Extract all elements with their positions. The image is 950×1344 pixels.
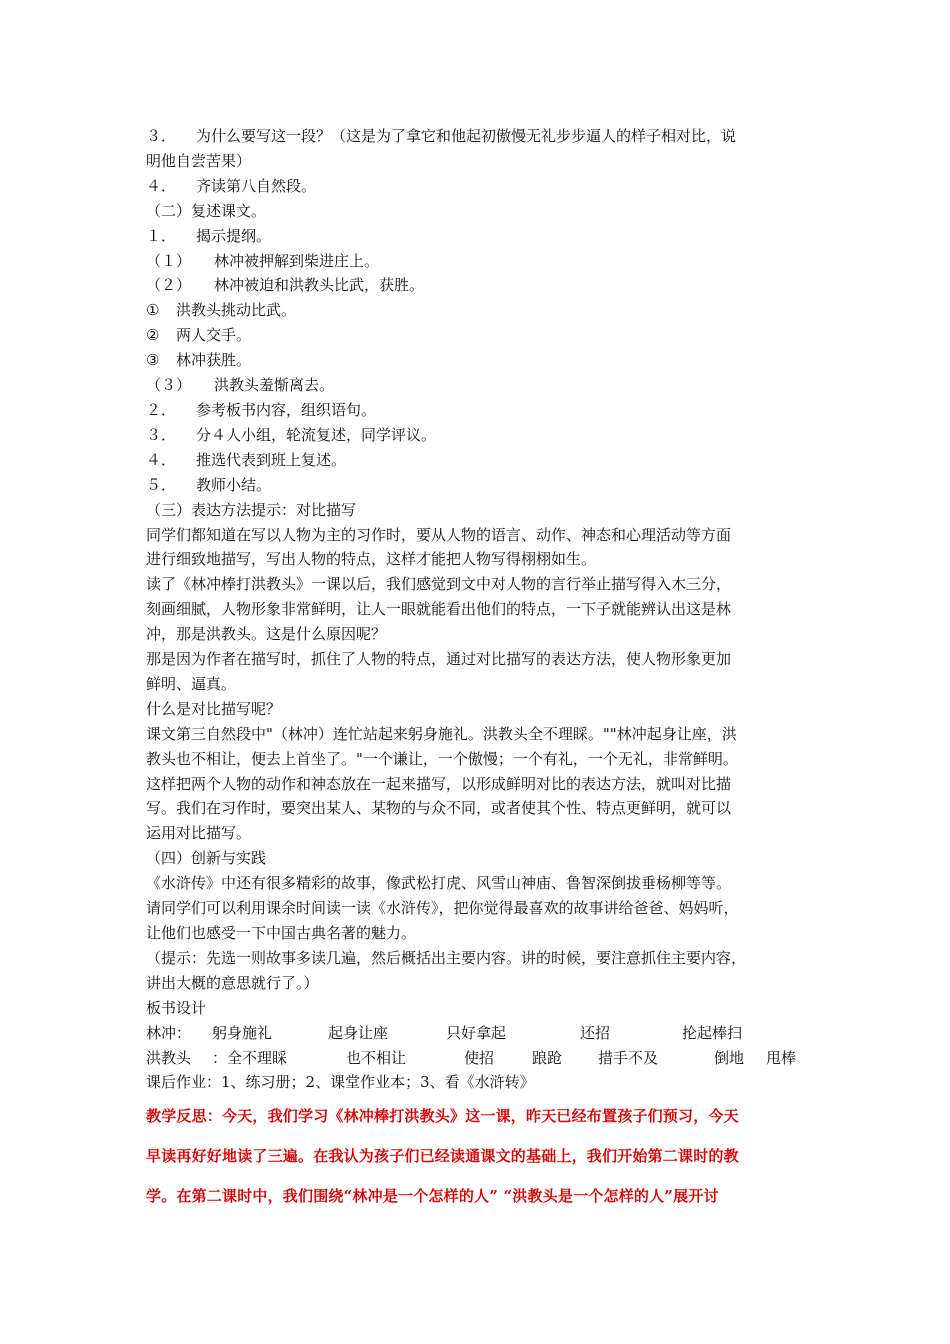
board-cell: 抡起棒扫	[682, 1023, 743, 1042]
paragraph-line: 这样把两个人物的动作和神态放在一起来描写，以形成鲜明对比的表达方法，就叫对比描	[146, 774, 732, 793]
step-1: １． 揭示提纲。	[146, 226, 272, 245]
section-heading-2: （二）复述课文。	[146, 201, 267, 220]
reflection-line: 早读再好好地读了三遍。在我认为孩子们已经读通课文的基础上，我们开始第二课时的教	[146, 1147, 739, 1166]
paragraph-line: 《水浒传》中还有很多精彩的故事，像武松打虎、风雪山神庙、鲁智深倒拔垂杨柳等等。	[146, 874, 732, 893]
board-cell: 使招	[464, 1048, 495, 1067]
document-page	[146, 124, 826, 1216]
paragraph-line: 读了《林冲棒打洪教头》一课以后，我们感觉到文中对人物的言行举止描写得入木三分，	[146, 575, 732, 594]
question-3-cont: 明他自尝苦果）	[146, 151, 252, 170]
section-heading-3: （三）表达方法提示：对比描写	[146, 500, 357, 519]
board-cell: 甩棒	[766, 1048, 797, 1067]
paragraph-line: 课文第三自然段中"（林冲）连忙站起来躬身施礼。洪教头全不理睬。""林冲起身让座，洪	[146, 724, 737, 743]
sub-point-1: ① 洪教头挑动比武。	[146, 301, 297, 320]
paragraph-line: 教头也不相让，便去上首坐了。"一个谦让，一个傲慢；一个有礼，一个无礼，非常鲜明。	[146, 749, 738, 768]
paragraph-line: 运用对比描写。	[146, 824, 252, 843]
board-cell: 洪教头	[146, 1048, 192, 1067]
paragraph-line: 冲，那是洪教头。这是什么原因呢？	[146, 625, 387, 644]
question-3: ３． 为什么要写这一段？（这是为了拿它和他起初傲慢无礼步步逼人的样子相对比，说	[146, 127, 737, 145]
board-cell: 只好拿起	[446, 1023, 507, 1042]
teaching-reflection	[146, 1096, 826, 1216]
board-cell: 措手不及	[598, 1048, 659, 1067]
step-5: ５． 教师小结。	[146, 475, 272, 494]
reflection-line: 教学反思：今天，我们学习《林冲棒打洪教头》这一课，昨天已经布置孩子们预习，今天	[146, 1107, 739, 1126]
paragraph-line: 什么是对比描写呢？	[146, 699, 282, 718]
board-cell: 踉跄	[532, 1048, 563, 1067]
board-cell: 还招	[580, 1023, 611, 1042]
paragraph-line: 请同学们可以利用课余时间读一读《水浒传》，把你觉得最喜欢的故事讲给爸爸、妈妈听，	[146, 899, 739, 918]
paragraph-line: 刻画细腻，人物形象非常鲜明，让人一眼就能看出他们的特点，一下子就能辨认出这是林	[146, 600, 732, 619]
paragraph-line: 同学们都知道在写以人物为主的习作时，要从人物的语言、动作、神态和心理活动等方面	[146, 525, 732, 544]
board-cell: 也不相让	[346, 1048, 407, 1067]
board-design-heading: 板书设计	[146, 998, 207, 1017]
board-cell: 躬身施礼	[212, 1023, 273, 1042]
board-row-hong-jiaotou	[146, 1046, 826, 1071]
step-4: ４． 齐读第八自然段。	[146, 176, 317, 195]
reflection-line: 学。在第二课时中，我们围绕“林冲是一个怎样的人” “洪教头是一个怎样的人”展开讨	[146, 1187, 719, 1206]
board-cell: 起身让座	[328, 1023, 389, 1042]
paragraph-line: （提示：先选一则故事多读几遍，然后概括出主要内容。讲的时候，要注意抓住主要内容，	[146, 948, 747, 967]
board-row-lin-chong	[146, 1021, 826, 1046]
outline-3: （３） 洪教头羞惭离去。	[146, 376, 335, 395]
step-2: ２． 参考板书内容，组织语句。	[146, 400, 377, 419]
paragraph-line: 那是因为作者在描写时，抓住了人物的特点，通过对比描写的表达方法，使人物形象更加	[146, 650, 732, 669]
board-cell: 林冲：	[146, 1023, 192, 1042]
outline-2: （２） 林冲被迫和洪教头比武，获胜。	[146, 276, 425, 295]
paragraph-line: 讲出大概的意思就行了。）	[146, 973, 319, 992]
paragraph-line: 让他们也感受一下中国古典名著的魅力。	[146, 924, 417, 942]
step-4b: ４． 推选代表到班上复述。	[146, 450, 347, 469]
board-cell: 倒地	[714, 1048, 745, 1067]
paragraph-line: 写。我们在习作时，要突出某人、某物的与众不同，或者使其个性、特点更鲜明，就可以	[146, 799, 732, 818]
section-heading-4: （四）创新与实践	[146, 849, 267, 868]
outline-1: （１） 林冲被押解到柴进庄上。	[146, 251, 380, 270]
step-3: ３． 分４人小组，轮流复述，同学评议。	[146, 425, 437, 444]
board-cell: ：全不理睬	[212, 1048, 288, 1067]
paragraph-line: 进行细致地描写，写出人物的特点，这样才能把人物写得栩栩如生。	[146, 550, 597, 569]
sub-point-2: ② 两人交手。	[146, 326, 252, 345]
sub-point-3: ③ 林冲获胜。	[146, 351, 252, 370]
paragraph-line: 鲜明、逼真。	[146, 674, 237, 693]
homework-line: 课后作业：1、练习册；2、课堂作业本；3、看《水浒转》	[146, 1073, 535, 1092]
